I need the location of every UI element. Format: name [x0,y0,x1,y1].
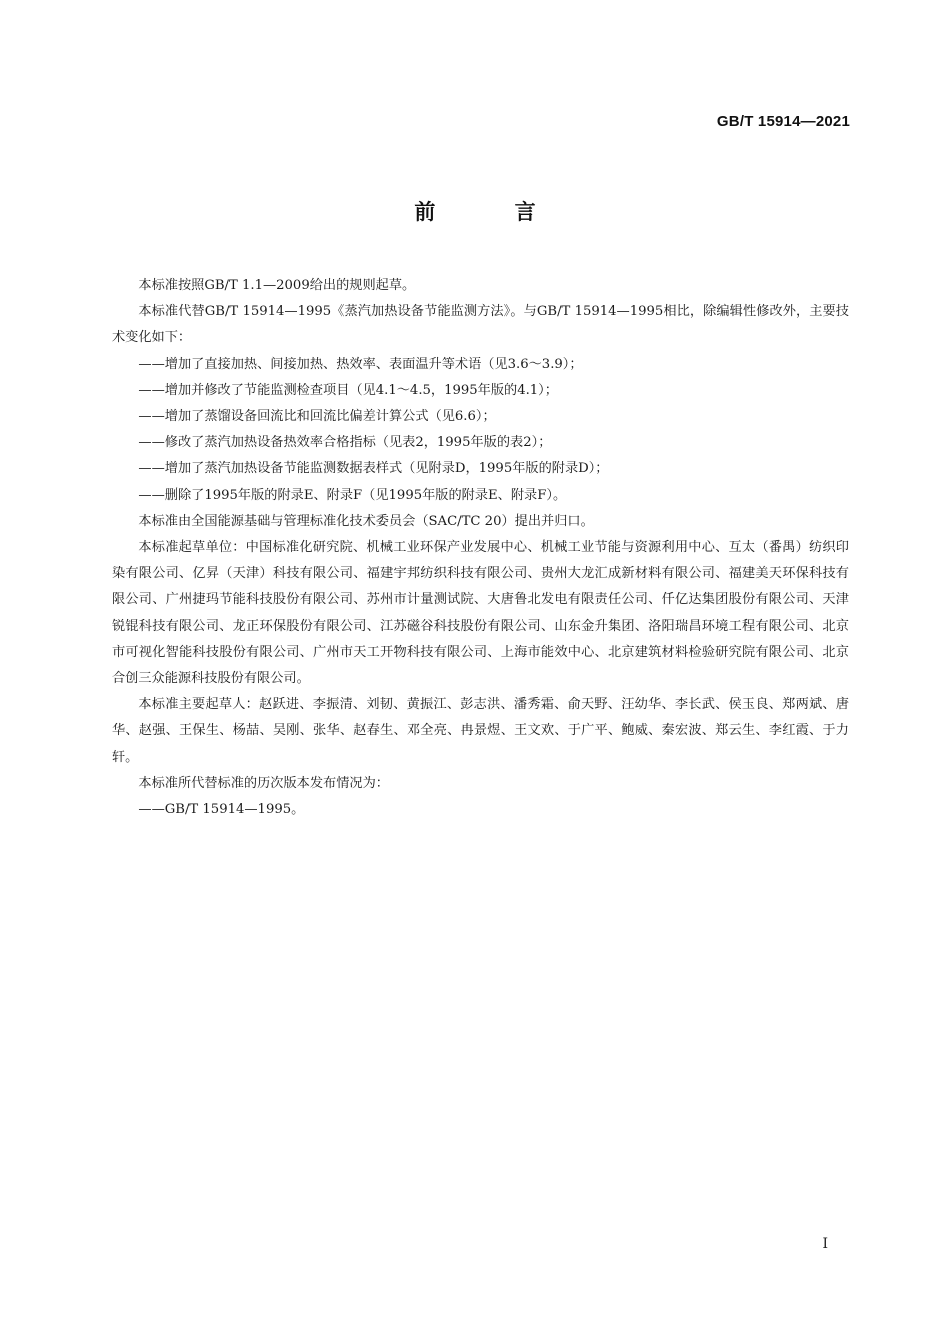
paragraph-replacement: 本标准代替GB/T 15914—1995《蒸汽加热设备节能监测方法》。与GB/T 15914—1995相比，除编辑性修改外，主要技术变化如下： [112,304,849,346]
document-body [112,273,849,823]
standard-code: GB/T 15914—2021 [716,113,850,130]
page-number: I [822,1236,828,1252]
paragraph-proposer: 本标准由全国能源基础与管理标准化技术委员会（SAC/TC 20）提出并归口。 [138,513,594,529]
paragraph-history-intro: 本标准所代替标准的历次版本发布情况为： [138,775,389,791]
change-item: ——删除了1995年版的附录E、附录F（见1995年版的附录E、附录F）。 [138,487,567,503]
change-item: ——增加了蒸馏设备回流比和回流比偏差计算公式（见6.6）； [138,409,496,425]
change-item: ——修改了蒸汽加热设备热效率合格指标（见表2，1995年版的表2）； [138,435,552,451]
paragraph-drafting-units: 本标准起草单位：中国标准化研究院、机械工业环保产业发展中心、机械工业节能与资源利用中心、互太（番禺）纺织印染有限公司、亿昇（天津）科技有限公司、福建宇邦纺织科技有限公司、贵州大龙汇成新材料有限公司、福建美天环保科技有限公司、广州捷玛节能科技股份有限公司、苏州市计量测试院、大唐鲁北发电有限责任公司、仟亿达集团股份有限公司、天津锐锟科技有限公司、龙正环保股份有限公司、江苏磁谷科技股份有限公司、山东金升集团、洛阳瑞昌环境工程有限公司、北京市可视化智能科技股份有限公司、广州市天工开物科技有限公司、上海市能效中心、北京建筑材料检验研究院有限公司、北京合创三众能源科技股份有限公司。 [112,540,849,687]
page-title: 前 言 [414,200,572,224]
change-item: ——增加并修改了节能监测检查项目（见4.1～4.5，1995年版的4.1）； [138,382,558,398]
history-item: ——GB/T 15914—1995。 [138,802,305,818]
change-item: ——增加了直接加热、间接加热、热效率、表面温升等术语（见3.6～3.9）； [138,356,583,372]
paragraph-drafters: 本标准主要起草人：赵跃进、李振清、刘韧、黄振江、彭志洪、潘秀霜、俞天野、汪幼华、李长武、侯玉良、郑两斌、唐华、赵强、王保生、杨喆、吴刚、张华、赵春生、邓全亮、冉景煜、王文欢、于广平、鲍威、秦宏波、郑云生、李红霞、于力轩。 [112,697,849,765]
paragraph-drafting-rules: 本标准按照GB/T 1.1—2009给出的规则起草。 [138,278,416,293]
change-item: ——增加了蒸汽加热设备节能监测数据表样式（见附录D，1995年版的附录D）； [138,461,609,477]
